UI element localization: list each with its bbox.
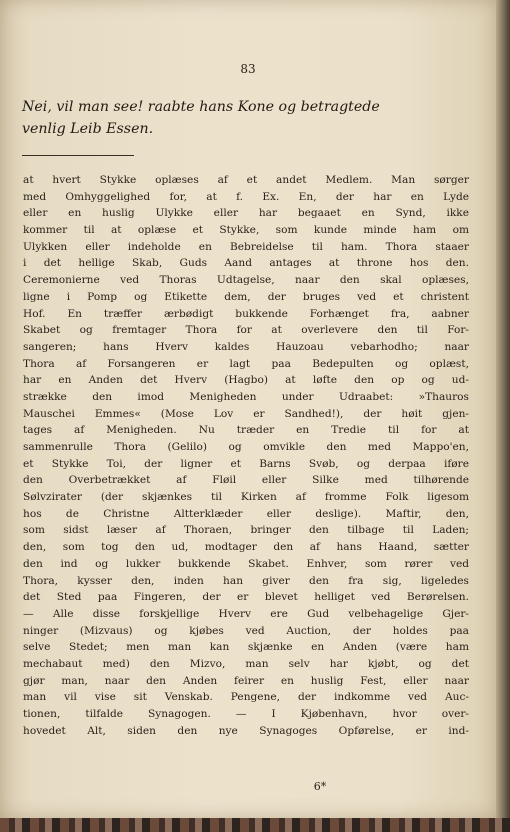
text-line: ligne i Pomp og Etikette dem, der bruges ved et christent [23,290,469,303]
text-line: Hof. En træffer ærbødigt bukkende Forhænget fra, aabner [23,307,469,320]
text-line: Sølvzirater (der skjænkes til Kirken af fromme Folk ligesom [23,491,469,504]
separator-rule [22,155,134,156]
text-line: tionen, tilfalde Synagogen. — I Kjøbenhavn, hvor over- [23,708,469,720]
signature-mark: 6* [313,780,327,793]
text-line: ninger (Mizvaus) og kjøbes ved Auction, der holdes paa [23,624,469,637]
text-line: man vil vise sit Venskab. Pengene, der indkomme ved Auc- [23,691,469,704]
text-line: Mauschei Emmes« (Mose Lov er Sandhed!), der høit gjen- [23,407,469,420]
text-line: et Stykke Toi, der ligner et Barns Svøb, og derpaa iføre [23,457,469,470]
page-number: 83 [240,62,256,76]
text-line: den Overbetrækket af Fløil eller Silke med tilhørende [23,474,469,487]
text-line: mechabaut med) den Mizvo, man selv har kjøbt, og det [23,657,469,670]
text-line: den ind og lukker bukkende Skabet. Enhver, som rører ved [23,557,469,570]
text-line: eller en huslig Ulykke eller har begaaet en Synd, ikke [23,207,469,220]
text-line: sammenrulle Thora (Gelilo) og omvikle den med Mappo'en, [23,441,469,453]
text-line: gjør man, naar den Anden feirer en huslig Fest, eller naar [23,674,469,687]
text-line: tages af Menigheden. Nu træder en Tredie til for at [23,424,469,437]
text-line: Skabet og fremtager Thora for at overlevere den til For- [23,324,469,337]
body-paragraph [23,172,469,739]
text-line: har en Anden det Hverv (Hagbo) at løfte den op og ud- [23,374,469,387]
text-line: Thora, kysser den, inden han giver den fra sig, ligeledes [23,574,469,587]
text-line: i det hellige Skab, Guds Aand antages at throne hos den. [23,257,469,270]
quote-paragraph [22,96,472,140]
text-line: — Alle disse forskjellige Hverv ere Gud velbehagelige Gjer- [23,607,469,620]
text-line: selve Stedet; men man kan skjænke en Anden (være ham [23,641,469,654]
text-line: Ulykken eller indeholde en Bebreidelse til ham. Thora staaer [23,240,469,253]
quote-line: venlig Leib Essen. [22,121,154,137]
page-edge-right [496,0,510,818]
text-line: som sidst læser af Thoraen, bringer den tilbage til Laden; [23,524,469,537]
text-line: den, som tog den ud, modtager den af hans Haand, sætter [23,541,469,554]
book-cover-edge [0,818,510,832]
text-line: Thora af Forsangeren er lagt paa Bedepulten og oplæst, [23,357,469,370]
text-line: hovedet Alt, siden den nye Synagoges Opførelse, er ind- [23,724,469,737]
text-line: at hvert Stykke oplæses af et andet Medlem. Man sørger [23,174,469,186]
text-line: strække den imod Menigheden under Udraabet: »Thauros [23,390,469,403]
text-line: Ceremonierne ved Thoras Udtagelse, naar den skal oplæses, [23,274,469,287]
text-line: det Sted paa Fingeren, der er blevet helliget ved Berørelsen. [23,591,469,604]
quote-line: Nei, vil man see! raabte hans Kone og betragtede [22,99,380,115]
text-line: med Omhyggelighed for, at f. Ex. En, der har en Lyde [23,190,469,203]
text-line: kommer til at oplæse et Stykke, som kunde minde ham om [23,224,469,237]
text-line: sangeren; hans Hverv kaldes Hauzoau vebarhodho; naar [23,340,469,353]
text-line: hos de Christne Altterklæder eller deslige). Maftir, den, [23,507,469,520]
